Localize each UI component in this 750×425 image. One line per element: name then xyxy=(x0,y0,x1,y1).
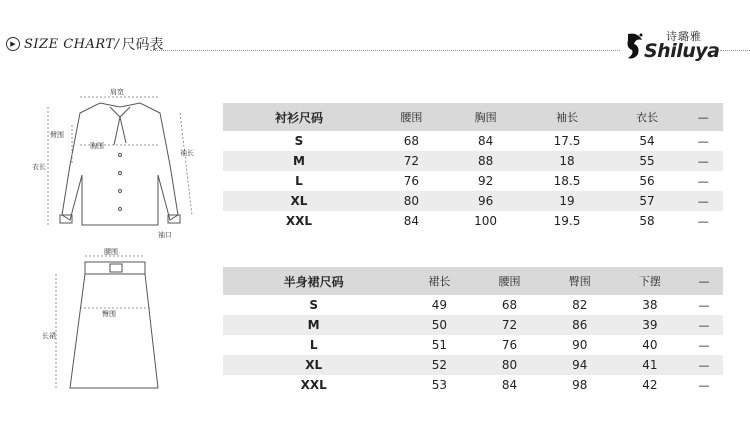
table-row xyxy=(223,315,723,335)
title-cn: 尺码表 xyxy=(121,37,164,53)
table-header: 腰围 xyxy=(375,103,448,131)
label-skirt-length: 长裙 xyxy=(42,332,56,340)
table-row xyxy=(223,131,723,151)
table-cell: — xyxy=(697,174,709,188)
table-cell: — xyxy=(683,151,723,171)
table-cell: 53 xyxy=(431,378,448,392)
table-cell: XXL xyxy=(300,378,327,392)
label-chest: 胸围 xyxy=(90,142,104,150)
table-cell: 98 xyxy=(572,378,588,392)
table-cell: 39 xyxy=(615,315,685,335)
table-cell: M xyxy=(223,315,404,335)
table-cell: 57 xyxy=(611,191,684,211)
table-row xyxy=(223,151,723,171)
table-cell: XL xyxy=(223,191,375,211)
table-cell: 19 xyxy=(523,191,610,211)
table-cell: M xyxy=(223,151,375,171)
table-cell: 51 xyxy=(431,338,448,352)
table-cell: 100 xyxy=(474,214,498,228)
table-cell: — xyxy=(698,338,710,352)
table-cell: 94 xyxy=(545,355,615,375)
divider xyxy=(150,50,620,51)
table-header: 衣长 xyxy=(611,103,684,131)
table-cell: 72 xyxy=(375,151,448,171)
skirt-size-table xyxy=(223,267,723,395)
table-cell: 18 xyxy=(523,151,610,171)
shirt-illustration xyxy=(30,85,210,245)
table-cell: — xyxy=(685,355,723,375)
table-row xyxy=(223,211,723,231)
table-cell: 38 xyxy=(642,298,658,312)
table-cell: 49 xyxy=(431,298,448,312)
table-cell: 82 xyxy=(572,298,588,312)
table-cell: 18.5 xyxy=(553,174,581,188)
table-header-row xyxy=(223,103,723,131)
table-cell: 54 xyxy=(639,134,655,148)
table-cell: — xyxy=(683,191,723,211)
table-cell: 72 xyxy=(474,315,544,335)
table-cell: 55 xyxy=(611,151,684,171)
label-hip: 臀围 xyxy=(102,310,116,318)
page-title xyxy=(6,34,163,54)
label-arm: 臂围 xyxy=(50,131,64,139)
table-header: 下摆 xyxy=(615,267,685,295)
table-cell: 68 xyxy=(501,298,518,312)
label-cuff: 袖口 xyxy=(158,231,172,239)
arrow-circle-icon: ▶ xyxy=(6,37,20,51)
table-cell: — xyxy=(697,214,709,228)
table-cell: — xyxy=(698,298,710,312)
table-cell: L xyxy=(295,174,303,188)
table-header: 腰围 xyxy=(474,267,544,295)
label-sleeve: 袖长 xyxy=(180,149,194,157)
table-header: 臀围 xyxy=(545,267,615,295)
table-cell: 96 xyxy=(448,191,524,211)
table-cell: 56 xyxy=(639,174,655,188)
table-cell: 80 xyxy=(474,355,544,375)
table-header: 裙长 xyxy=(404,267,474,295)
table-cell: 17.5 xyxy=(553,134,581,148)
table-header: 衬衫尺码 xyxy=(223,103,375,131)
table-header: 袖长 xyxy=(523,103,610,131)
table-cell: — xyxy=(697,134,709,148)
brand-logo xyxy=(622,26,718,66)
table-header: 胸围 xyxy=(448,103,524,131)
skirt-illustration xyxy=(40,248,170,398)
table-cell: 84 xyxy=(403,214,419,228)
table-row xyxy=(223,355,723,375)
shirt-size-table xyxy=(223,103,723,231)
table-cell: 19.5 xyxy=(553,214,581,228)
table-header: 半身裙尺码 xyxy=(223,267,404,295)
table-cell: — xyxy=(698,378,710,392)
logo-text-cn: 诗璐雅 xyxy=(666,30,702,43)
table-cell: 41 xyxy=(615,355,685,375)
table-cell: 84 xyxy=(477,134,494,148)
label-length: 衣长 xyxy=(32,163,46,171)
table-cell: 68 xyxy=(403,134,419,148)
table-row xyxy=(223,191,723,211)
table-cell: 76 xyxy=(501,338,518,352)
table-cell: 84 xyxy=(501,378,518,392)
table-cell: 80 xyxy=(375,191,448,211)
table-cell: 86 xyxy=(545,315,615,335)
table-row xyxy=(223,335,723,355)
table-row xyxy=(223,375,723,395)
table-cell: L xyxy=(309,338,318,352)
table-cell: 58 xyxy=(639,214,655,228)
table-cell: 76 xyxy=(403,174,419,188)
label-shoulder: 肩宽 xyxy=(110,88,124,96)
table-cell: 92 xyxy=(477,174,494,188)
divider xyxy=(720,50,750,51)
table-header: — xyxy=(683,103,723,131)
table-cell: 52 xyxy=(404,355,474,375)
table-cell: 40 xyxy=(642,338,658,352)
header xyxy=(0,0,750,70)
table-cell: XL xyxy=(223,355,404,375)
table-row xyxy=(223,171,723,191)
table-header: — xyxy=(685,267,723,295)
logo-mark-icon xyxy=(624,32,646,60)
table-cell: 90 xyxy=(572,338,588,352)
table-cell: S xyxy=(294,134,304,148)
table-header-row xyxy=(223,267,723,295)
table-cell: XXL xyxy=(285,214,313,228)
table-cell: S xyxy=(309,298,318,312)
table-cell: 50 xyxy=(404,315,474,335)
label-waist: 腰围 xyxy=(104,248,118,256)
table-cell: — xyxy=(685,315,723,335)
logo-text-en: Shiluya xyxy=(644,40,720,62)
title-en: SIZE CHART/ xyxy=(24,36,120,52)
table-cell: 42 xyxy=(642,378,658,392)
table-row xyxy=(223,295,723,315)
table-cell: 88 xyxy=(448,151,524,171)
